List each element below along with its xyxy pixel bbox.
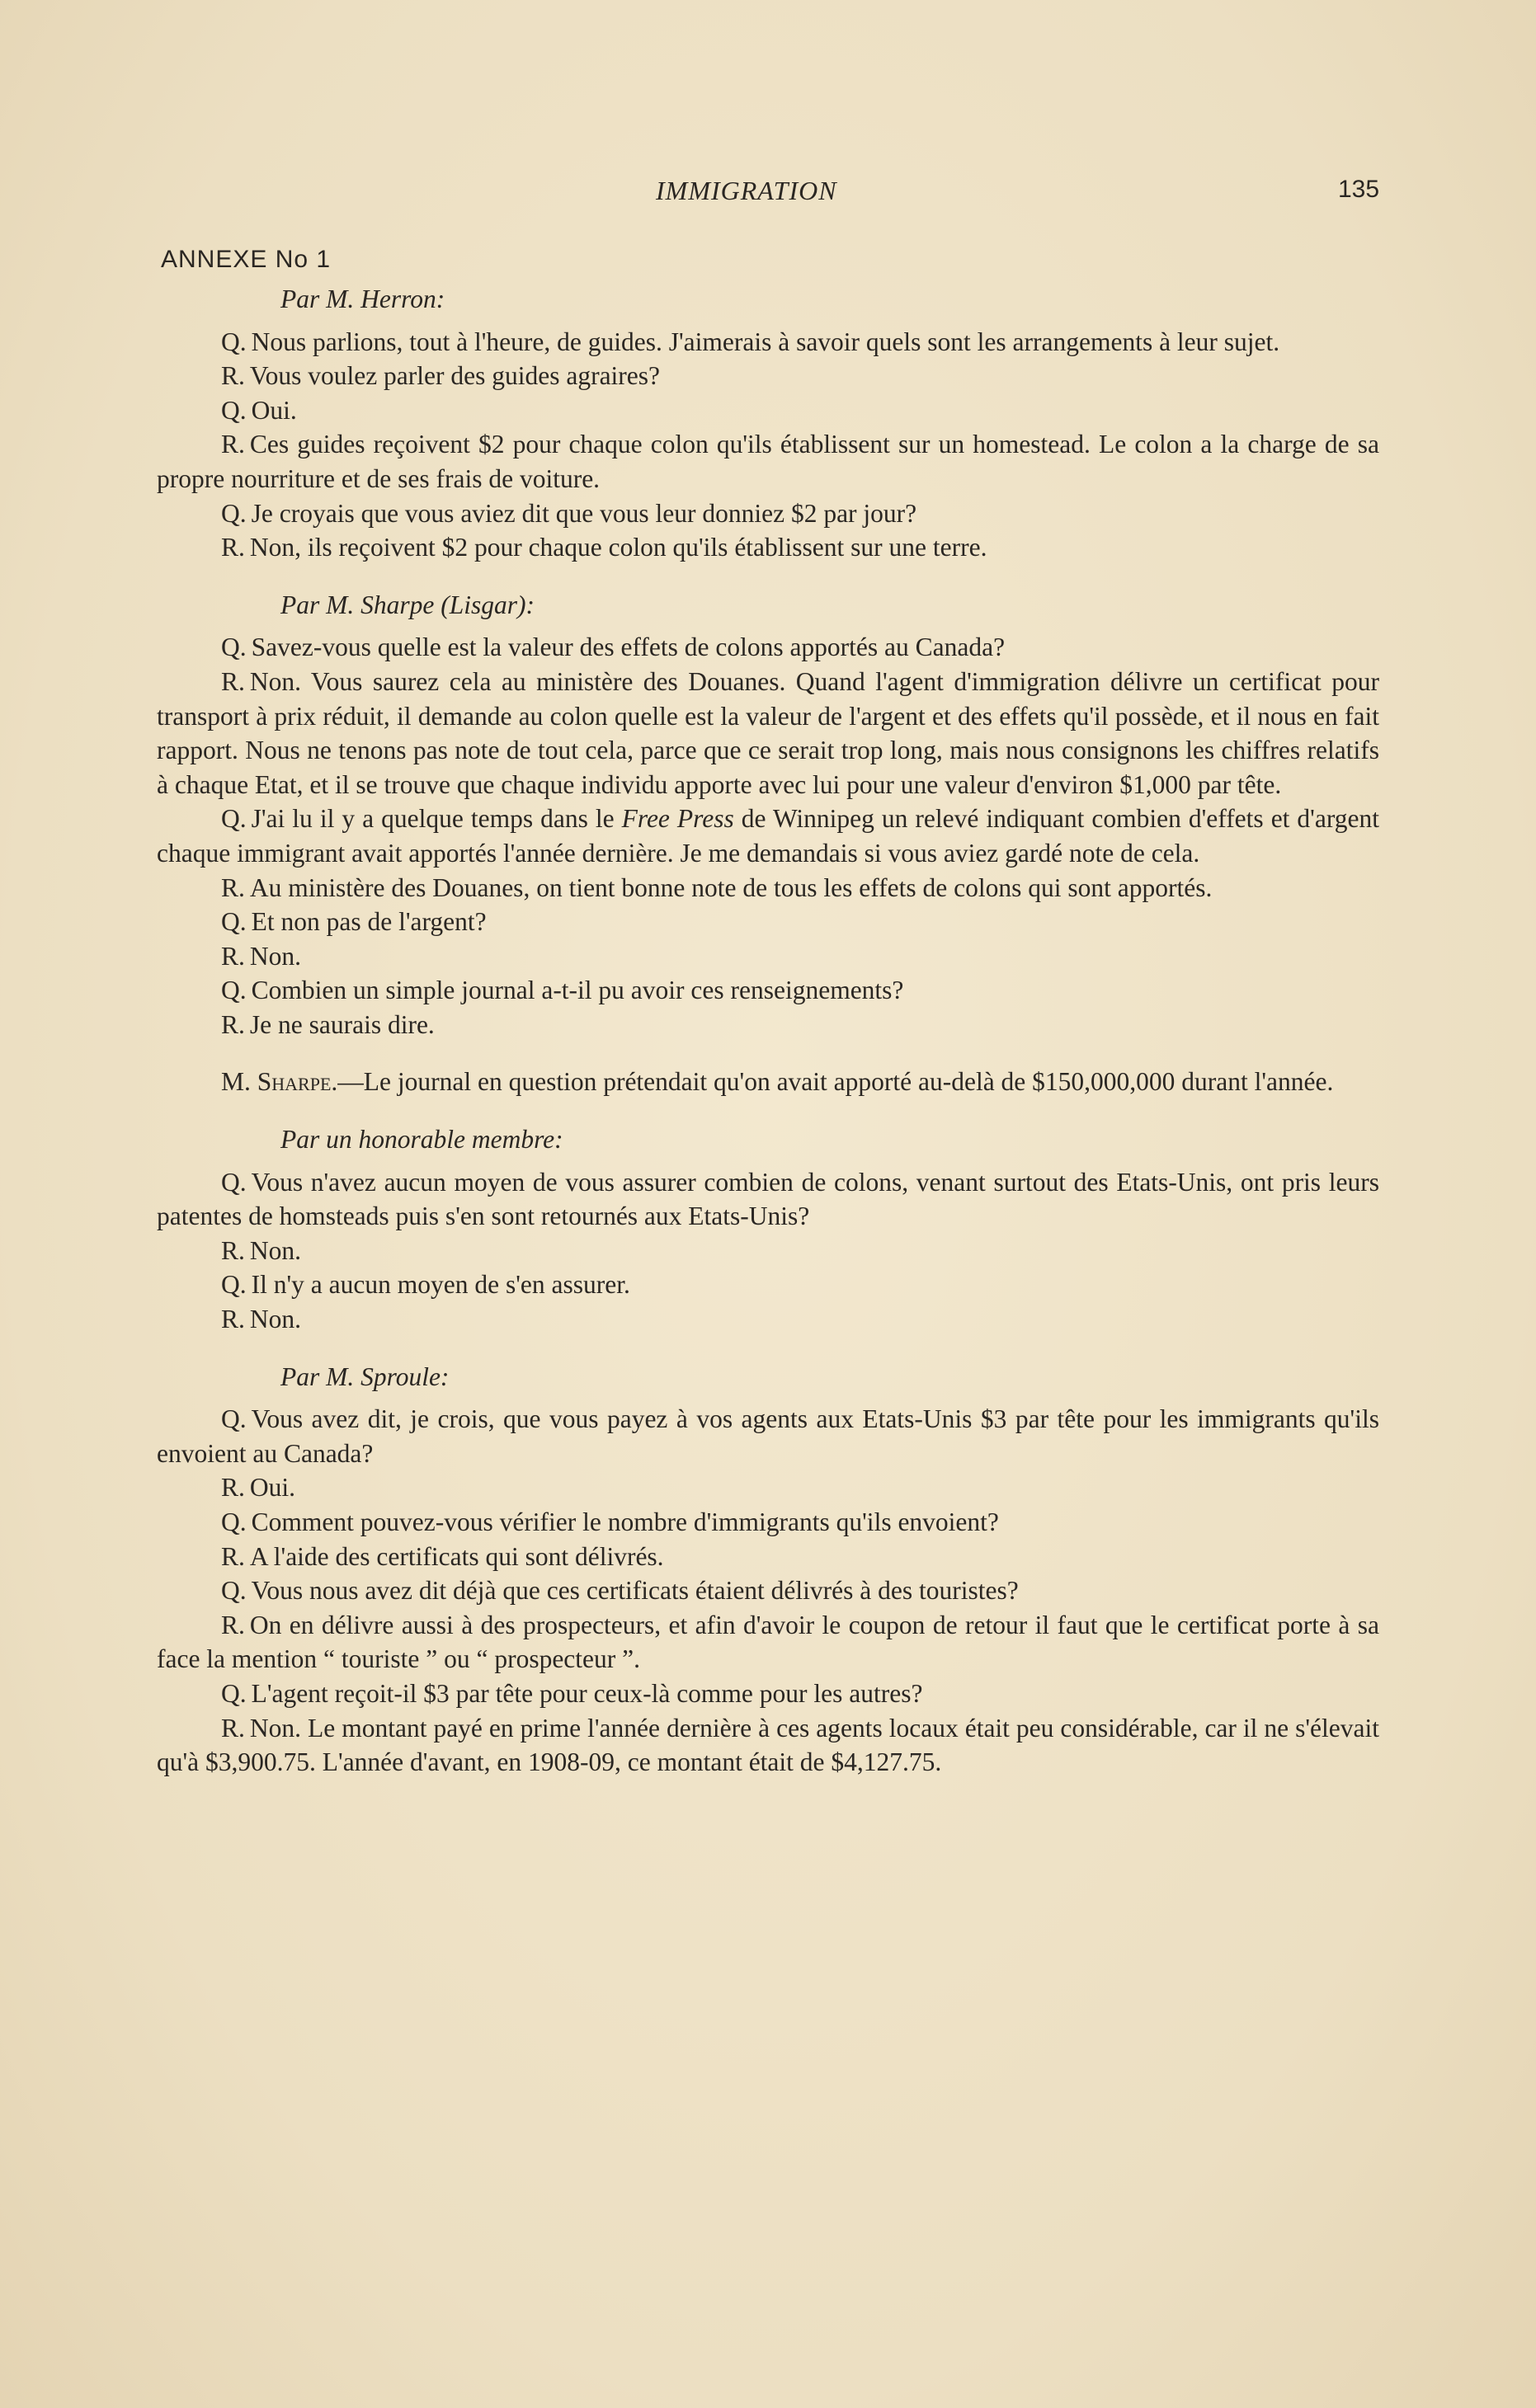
qa-turn [157, 665, 1379, 802]
qa-turn [157, 1677, 1379, 1711]
turn-label: Q. [221, 327, 247, 356]
qa-turn [157, 427, 1379, 496]
speaker-heading: Par un honorable membre: [280, 1125, 563, 1155]
qa-turn [157, 905, 1379, 939]
turn-text: Combien un simple journal a-t-il pu avoir ces renseignements? [251, 976, 904, 1005]
annex-label: ANNEXE No 1 [161, 246, 332, 273]
turn-text: Vous avez dit, je crois, que vous payez à vos agents aux Etats-Unis $3 par tête pour les immigrants qu'ils envoient au Canada? [157, 1404, 1379, 1468]
page-number: 135 [1338, 176, 1380, 203]
running-title: IMMIGRATION [656, 176, 837, 205]
turn-label: Q. [221, 395, 247, 425]
turn-label: R. [221, 1541, 245, 1571]
qa-turn [157, 1234, 1379, 1268]
turn-text: Ces guides reçoivent $2 pour chaque colon qu'ils établissent sur un homestead. Le colon a la charge de sa propre nourriture et de ses frais de voiture. [157, 430, 1379, 493]
qa-turn [157, 973, 1379, 1008]
turn-text: Au ministère des Douanes, on tient bonne note de tous les effets de colons qui sont apportés. [249, 872, 1213, 902]
turn-label: Q. [221, 1270, 247, 1300]
turn-label: Q. [221, 498, 247, 528]
turn-label: Q. [221, 1404, 247, 1434]
turn-text: Non. [249, 1235, 302, 1265]
turn-text: Oui. [251, 395, 297, 425]
turn-label: Q. [221, 1678, 247, 1708]
turn-text: Il n'y a aucun moyen de s'en assurer. [251, 1270, 630, 1300]
turn-label: R. [221, 1473, 245, 1503]
qa-turn [157, 1470, 1379, 1505]
qa-turn [157, 802, 1379, 870]
qa-turn [157, 630, 1379, 665]
qa-turn [157, 1711, 1379, 1780]
qa-turn [157, 1608, 1379, 1677]
turn-label: Q. [221, 633, 247, 662]
speaker-heading: Par M. Sproule: [280, 1362, 450, 1391]
qa-turn [157, 1505, 1379, 1540]
qa-turn [157, 1402, 1379, 1470]
qa-turn [157, 939, 1379, 974]
turn-label: Q. [221, 1167, 247, 1197]
turn-text: Nous parlions, tout à l'heure, de guides. J'aimerais à savoir quels sont les arrangements à leur sujet. [251, 327, 1280, 356]
turn-label: R. [221, 1235, 245, 1265]
turn-text: On en délivre aussi à des prospecteurs, et afin d'avoir le coupon de retour il faut que le certificat porte à sa face la mention “ touriste ” ou “ prospecteur ”. [157, 1610, 1379, 1674]
qa-turn [157, 1302, 1379, 1337]
document-body [157, 282, 1379, 1780]
turn-text: de Winnipeg un relevé indiquant combien d'effets et d'argent chaque immigrant avait apportés l'année dernière. Je me demandais si vous aviez gardé note de cela. [157, 804, 1379, 868]
statement-speaker: M. Sharpe. [221, 1067, 338, 1097]
turn-label: R. [221, 941, 245, 971]
qa-turn [157, 530, 1379, 565]
turn-label: R. [221, 666, 245, 696]
turn-text: Et non pas de l'argent? [251, 907, 487, 937]
qa-turn [157, 496, 1379, 531]
qa-turn [157, 1008, 1379, 1042]
turn-text: Vous n'avez aucun moyen de vous assurer combien de colons, venant surtout des Etats-Unis, ont pris leurs patentes de homsteads puis s'en sont retournés aux Etats-Unis? [157, 1167, 1379, 1231]
turn-label: Q. [221, 804, 247, 834]
statement-text: —Le journal en question prétendait qu'on avait apporté au-delà de $150,000,000 durant l'année. [337, 1067, 1334, 1097]
qa-turn [157, 1267, 1379, 1302]
qa-turn [157, 325, 1379, 360]
qa-turn [157, 359, 1379, 393]
turn-label: R. [221, 533, 245, 562]
turn-text: Non, ils reçoivent $2 pour chaque colon qu'ils établissent sur une terre. [249, 533, 987, 562]
turn-text: J'ai lu il y a quelque temps dans le [251, 804, 622, 834]
turn-label: Q. [221, 1576, 247, 1606]
turn-text: Vous nous avez dit déjà que ces certificats étaient délivrés à des touristes? [251, 1576, 1019, 1606]
turn-label: Q. [221, 907, 247, 937]
turn-label: R. [221, 1009, 245, 1039]
turn-text: Oui. [249, 1473, 296, 1503]
newspaper-title: Free Press [621, 804, 734, 834]
turn-label: R. [221, 1305, 245, 1334]
turn-text: Non. Le montant payé en prime l'année dernière à ces agents locaux était peu considérable, car il ne s'élevait qu'à $3,900.75. L'année d'avant, en 1908-09, ce montant était de $4,127.75. [157, 1713, 1379, 1777]
turn-text: L'agent reçoit-il $3 par tête pour ceux-là comme pour les autres? [251, 1678, 923, 1708]
turn-text: A l'aide des certificats qui sont délivrés. [249, 1541, 664, 1571]
turn-label: R. [221, 1713, 245, 1743]
turn-label: Q. [221, 1507, 247, 1536]
turn-text: Je croyais que vous aviez dit que vous leur donniez $2 par jour? [251, 498, 917, 528]
qa-turn [157, 1573, 1379, 1608]
turn-text: Non. [249, 1305, 302, 1334]
qa-turn [157, 393, 1379, 428]
turn-label: R. [221, 430, 245, 459]
speaker-heading: Par M. Sharpe (Lisgar): [280, 590, 535, 619]
turn-label: R. [221, 361, 245, 391]
qa-turn [157, 871, 1379, 905]
turn-text: Savez-vous quelle est la valeur des effets de colons apportés au Canada? [251, 633, 1006, 662]
turn-text: Vous voulez parler des guides agraires? [249, 361, 661, 391]
turn-label: R. [221, 1610, 245, 1639]
turn-text: Non. [249, 941, 302, 971]
turn-label: Q. [221, 976, 247, 1005]
turn-text: Non. Vous saurez cela au ministère des Douanes. Quand l'agent d'immigration délivre un certificat pour transport à prix réduit, il demande au colon quelle est la valeur de l'argent et des effets qu'il possède, et il nous en fait rapport. Nous ne tenons pas note de tout cela, parce que ce serait trop long, mais nous consignons les chiffres relatifs à chaque Etat, et il se trouve que chaque individu apporte avec lui pour une valeur d'environ $1,000 par tête. [157, 666, 1379, 799]
turn-text: Je ne saurais dire. [249, 1009, 435, 1039]
speaker-heading: Par M. Herron: [280, 285, 445, 313]
turn-text: Comment pouvez-vous vérifier le nombre d'immigrants qu'ils envoient? [251, 1507, 999, 1536]
turn-label: R. [221, 872, 245, 902]
qa-turn [157, 1540, 1379, 1574]
statement [157, 1065, 1379, 1099]
qa-turn [157, 1165, 1379, 1234]
